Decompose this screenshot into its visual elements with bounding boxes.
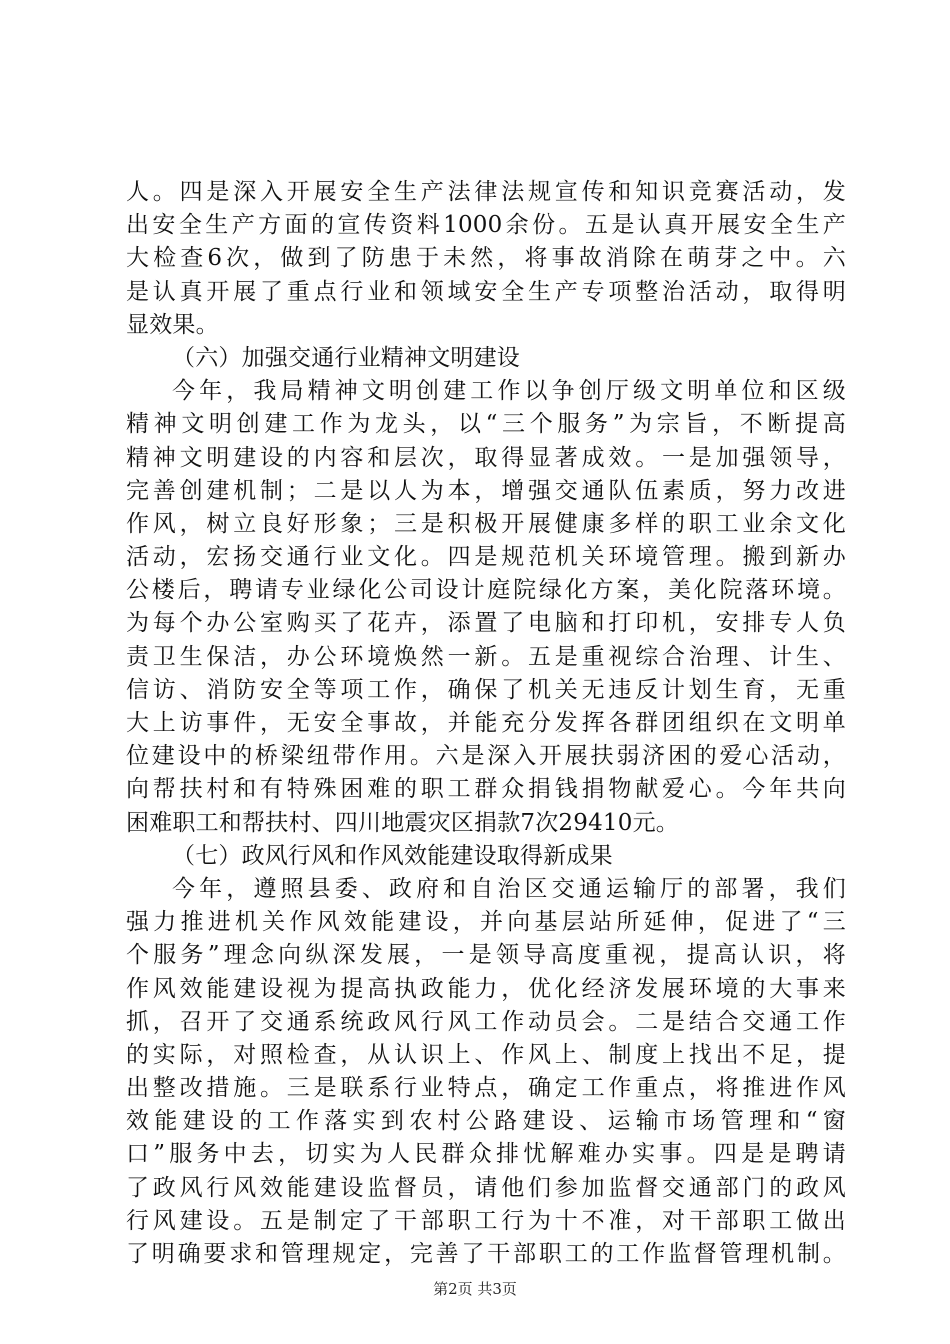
body-line: 人。四是深入开展安全生产法律法规宣传和知识竞赛活动，发 [126,179,846,205]
body-line: 是认真开展了重点行业和领域安全生产专项整治活动，取得明 [126,278,846,305]
body-line: 完善创建机制；二是以人为本，增强交通队伍素质，努力改进 [126,477,846,504]
body-line: 的实际，对照检查，从认识上、作风上、制度上找出不足，提 [126,1041,846,1068]
body-line: 精神文明创建工作为龙头，以“三个服务”为宗旨，不断提高 [126,411,846,438]
body-line: 信访、消防安全等项工作，确保了机关无违反计划生育，无重 [126,676,846,703]
body-line: 为每个办公室购买了花卉，添置了电脑和打印机，安排专人负 [126,610,846,637]
body-line: 困难职工和帮扶村、四川地震灾区捐款7次29410元。 [126,809,679,836]
body-line: 显效果。 [126,311,219,338]
body-line: 今年，遵照县委、政府和自治区交通运输厅的部署，我们 [172,875,846,902]
document-body [126,176,846,1271]
section-heading-7: （七）政风行风和作风效能建设取得新成果 [172,842,613,869]
section-heading-6: （六）加强交通行业精神文明建设 [172,344,520,371]
page-number: 第2页 共3页 [433,1280,517,1298]
body-line: 向帮扶村和有特殊困难的职工群众捐钱捐物献爱心。今年共向 [126,776,846,803]
body-line: 口”服务中去，切实为人民群众排忧解难办实事。四是是聘请 [126,1141,846,1168]
body-line: 了政风行风效能建设监督员，请他们参加监督交通部门的政风 [126,1174,846,1201]
body-line: 大检查6次，做到了防患于未然，将事故消除在萌芽之中。六 [126,245,846,272]
body-line: 活动，宏扬交通行业文化。四是规范机关环境管理。搬到新办 [126,544,846,571]
body-line: 强力推进机关作风效能建设，并向基层站所延伸，促进了“三 [126,909,846,936]
body-line: 今年，我局精神文明创建工作以争创厅级文明单位和区级 [172,378,846,405]
body-line: 大上访事件，无安全事故，并能充分发挥各群团组织在文明单 [126,710,846,736]
body-line: 责卫生保洁，办公环境焕然一新。五是重视综合治理、计生、 [126,643,846,670]
body-line: 精神文明建设的内容和层次，取得显著成效。一是加强领导， [126,444,846,471]
body-line: 公楼后，聘请专业绿化公司设计庭院绿化方案，美化院落环境。 [126,577,846,604]
body-line: 位建设中的桥梁纽带作用。六是深入开展扶弱济困的爱心活动， [126,743,846,770]
body-line: 抓，召开了交通系统政风行风工作动员会。二是结合交通工作 [126,1008,846,1035]
body-line: 效能建设的工作落实到农村公路建设、运输市场管理和“窗 [126,1108,846,1135]
body-line: 出安全生产方面的宣传资料1000余份。五是认真开展安全生产 [126,212,846,239]
body-line: 出整改措施。三是联系行业特点，确定工作重点，将推进作风 [126,1075,846,1102]
body-line: 行风建设。五是制定了干部职工行为十不准，对干部职工做出 [126,1207,846,1234]
body-line: 个服务”理念向纵深发展，一是领导高度重视，提高认识，将 [126,942,846,969]
body-line: 作风，树立良好形象；三是积极开展健康多样的职工业余文化 [126,510,846,537]
body-line: 作风效能建设视为提高执政能力，优化经济发展环境的大事来 [126,975,846,1002]
body-line: 了明确要求和管理规定，完善了干部职工的工作监督管理机制。 [126,1241,846,1267]
